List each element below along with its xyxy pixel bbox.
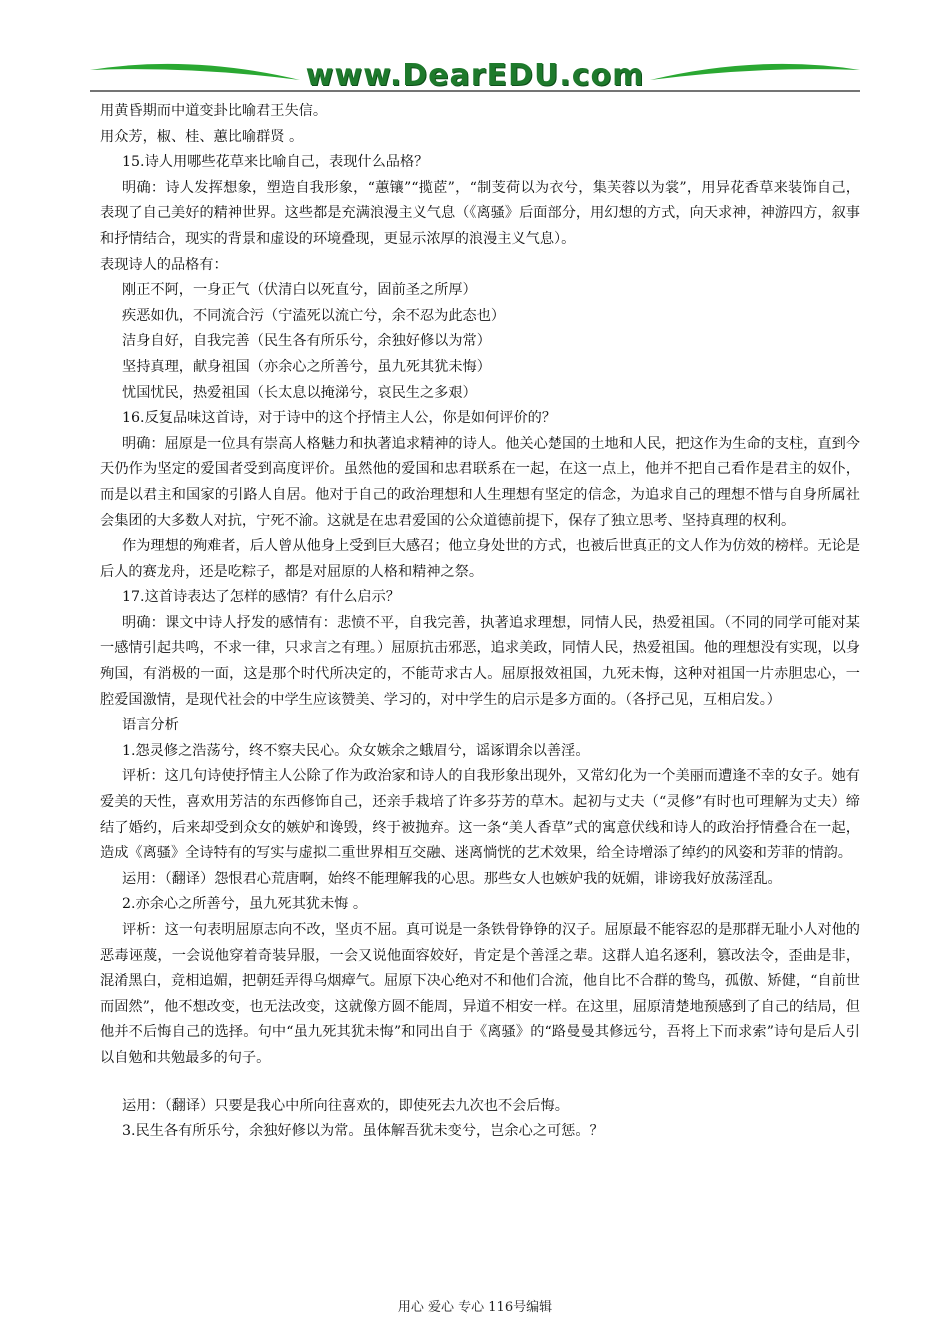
site-name[interactable]: www.DearEDU.com (305, 58, 645, 93)
header-banner (0, 50, 950, 102)
verse-1: 1.怨灵修之浩荡兮，终不察夫民心。众女嫉余之蛾眉兮，谣诼谓余以善淫。 (122, 742, 590, 759)
verse-2-evaluation: 评析：这一句表明屈原志向不改，坚贞不屈。真可说是一条铁骨铮铮的汉子。屈原最不能容忍的是那群无耻小人对他的恶毒诬蔑，一会说他穿着奇装异服，一会又说他面容姣好，肯定是个善淫之辈。这群人追名逐利，篡改法令，歪曲是非，混淆黑白，竞相追媚，把朝廷弄得乌烟瘴气。屈原下决心绝对不和他们合流，他自比不合群的鸷鸟，孤傲、矫健，“自前世而固然”，他不想改变，也无法改变，这就像方圆不能周，异道不相安一样。在这里，屈原清楚地预感到了自己的结局，但他并不后悔自己的选择。句中“虽九死其犹未悔”和同出自于《离骚》的“路曼曼其修远兮，吾将上下而求索”诗句是后人引以自勉和共勉最多的句子。 (100, 922, 860, 1066)
document-body (100, 99, 860, 1145)
verse-1-evaluation: 评析：这几句诗使抒情主人公除了作为政治家和诗人的自我形象出现外，又常幻化为一个美丽而遭逢不幸的女子。她有爱美的天性，喜欢用芳洁的东西修饰自己，还亲手栽培了许多芬芳的草木。起初与丈夫（“灵修”有时也可理解为丈夫）缔结了婚约，后来却受到众女的嫉妒和谗毁，终于被抛弃。这一条“美人香草”式的寓意伏线和诗人的政治抒情叠合在一起，造成《离骚》全诗特有的写实与虚拟二重世界相互交融、迷离惝恍的艺术效果，给全诗增添了绰约的风姿和芳菲的情韵。 (100, 768, 860, 862)
trait-item: 洁身自好，自我完善（民生各有所乐兮，余独好修以为常） (122, 333, 491, 350)
trait-item: 坚持真理，献身祖国（亦余心之所善兮，虽九死其犹未悔） (122, 358, 491, 375)
trait-item: 刚正不阿，一身正气（伏清白以死直兮，固前圣之所厚） (122, 282, 477, 299)
answer-16: 明确：屈原是一位具有崇高人格魅力和执著追求精神的诗人。他关心楚国的土地和人民，把这作为生命的支柱，直到今天仍作为坚定的爱国者受到高度评价。虽然他的爱国和忠君联系在一起，在这一点上，他并不把自己看作是君主的奴仆，而是以君主和国家的引路人自居。他对于自己的政治理想和人生理想有坚定的信念，为追求自己的理想不惜与自身所属社会集团的大多数人对抗，宁死不渝。这就是在忠君爱国的公众道德前提下，保存了独立思考、坚持真理的权利。 (100, 435, 860, 529)
question-17: 17.这首诗表达了怎样的感情？有什么启示？ (122, 589, 400, 606)
section-title-language-analysis: 语言分析 (122, 717, 179, 734)
paragraph: 用众芳，椒、桂、蕙比喻群贤 。 (100, 128, 304, 145)
answer-15-traits-intro: 表现诗人的品格有： (100, 256, 228, 273)
trait-item: 忧国忧民，热爱祖国（长太息以掩涕兮，哀民生之多艰） (122, 384, 477, 401)
paragraph: 用黄昏期而中道变卦比喻君王失信。 (100, 103, 328, 119)
answer-17: 明确：课文中诗人抒发的感情有：悲愤不平，自我完善，执著追求理想，同情人民，热爱祖国。（不同的同学可能对某一感情引起共鸣，不求一律，只求言之有理。）屈原抗击邪恶，追求美政，同情人民，热爱祖国。他的理想没有实现，以身殉国，有消极的一面，这是那个时代所决定的，不能苛求古人。屈原报效祖国，九死未悔，这种对祖国一片赤胆忠心，一腔爱国激情，是现代社会的中学生应该赞美、学习的，对中学生的启示是多方面的。（各抒己见，互相启发。） (100, 614, 860, 708)
question-16: 16.反复品味这首诗，对于诗中的这个抒情主人公，你是如何评价的？ (122, 410, 557, 427)
question-15: 15.诗人用哪些花草来比喻自己，表现什么品格？ (122, 154, 429, 171)
trait-item: 疾恶如仇，不同流合污（宁溘死以流亡兮，余不忍为此态也） (122, 307, 506, 324)
verse-1-usage: 运用：（翻译）怨恨君心荒唐啊，始终不能理解我的心思。那些女人也嫉妒我的妩媚，诽谤我好放荡淫乱。 (122, 870, 782, 887)
verse-3: 3.民生各有所乐兮，余独好修以为常。虽体解吾犹未变兮，岂余心之可惩。？ (122, 1123, 604, 1140)
verse-2-usage: 运用：（翻译）只要是我心中所向往喜欢的，即使死去九次也不会后悔。 (122, 1097, 569, 1114)
page-footer: 用心 爱心 专心 116号编辑 (397, 1300, 553, 1315)
answer-16-continued: 作为理想的殉难者，后人曾从他身上受到巨大感召；他立身处世的方式，也被后世真正的文人作为仿效的榜样。无论是后人的赛龙舟，还是吃粽子，都是对屈原的人格和精神之祭。 (100, 538, 860, 580)
spacer (100, 1072, 860, 1094)
verse-2: 2.亦余心之所善兮，虽九死其犹未悔 。 (122, 896, 368, 913)
answer-15: 明确：诗人发挥想象，塑造自我形象，“蕙镶”“揽茝”，“制芰荷以为衣兮，集芙蓉以为裳”，用异花香草来装饰自己，表现了自己美好的精神世界。这些都是充满浪漫主义气息（《离骚》后面部分，用幻想的方式，向天求神，神游四方，叙事和抒情结合，现实的背景和虚设的环境叠现，更显示浓厚的浪漫主义气息）。 (100, 179, 860, 247)
